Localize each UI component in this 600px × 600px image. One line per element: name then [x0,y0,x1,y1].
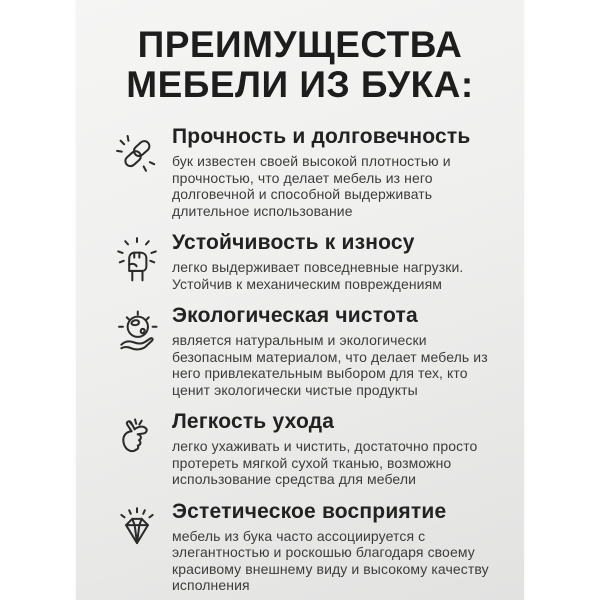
section-text [172,303,508,398]
list-item-easy-care [102,409,510,488]
section-body: мебель из бука часто ассоциируется с элегантностью и роскошью благодаря своему красивому внешнему виду и высокому качеству исполнения [172,527,489,593]
section-heading: Легкость ухода [172,410,335,433]
section-heading: Экологическая чистота [172,304,418,327]
section-body: бук известен своей высокой плотностью и прочностью, что делает мебель из него долговечной и способной выдерживать длительное использование [172,153,451,219]
snap-fingers-icon [102,409,172,488]
section-heading: Прочность и долговечность [172,125,471,148]
fist-icon [102,230,172,292]
page-title-line1: ПРЕИМУЩЕСТВА [137,24,463,65]
page-title-line2: МЕБЕЛИ ИЗ БУКА: [126,64,474,105]
diamond-icon [102,499,172,594]
section-text [172,230,508,292]
globe-in-hand-icon [102,303,172,398]
section-body: является натуральным и экологически безопасным материалом, что делает мебель из него привлекательным выбором для тех, кто ценит экологически чистые продукты [172,332,488,398]
page-title [76,0,524,105]
section-text [172,499,508,594]
section-heading: Устойчивость к износу [172,231,415,254]
list-item-aesthetics [102,499,510,594]
chain-link-icon [102,124,172,219]
section-text [172,124,508,219]
list-item-wear-resistance [102,230,510,292]
section-body: легко ухаживать и чистить, достаточно просто протереть мягкой сухой тканью, возможно использование средства для мебели [172,438,478,487]
section-text [172,409,508,488]
list-item-eco [102,303,510,398]
infographic-card [76,0,524,600]
list-item-durability [102,124,510,219]
section-heading: Эстетическое восприятие [172,499,447,523]
section-body: легко выдерживает повседневные нагрузки. Устойчив к механическим повреждениям [172,259,464,292]
advantages-list [76,124,524,594]
